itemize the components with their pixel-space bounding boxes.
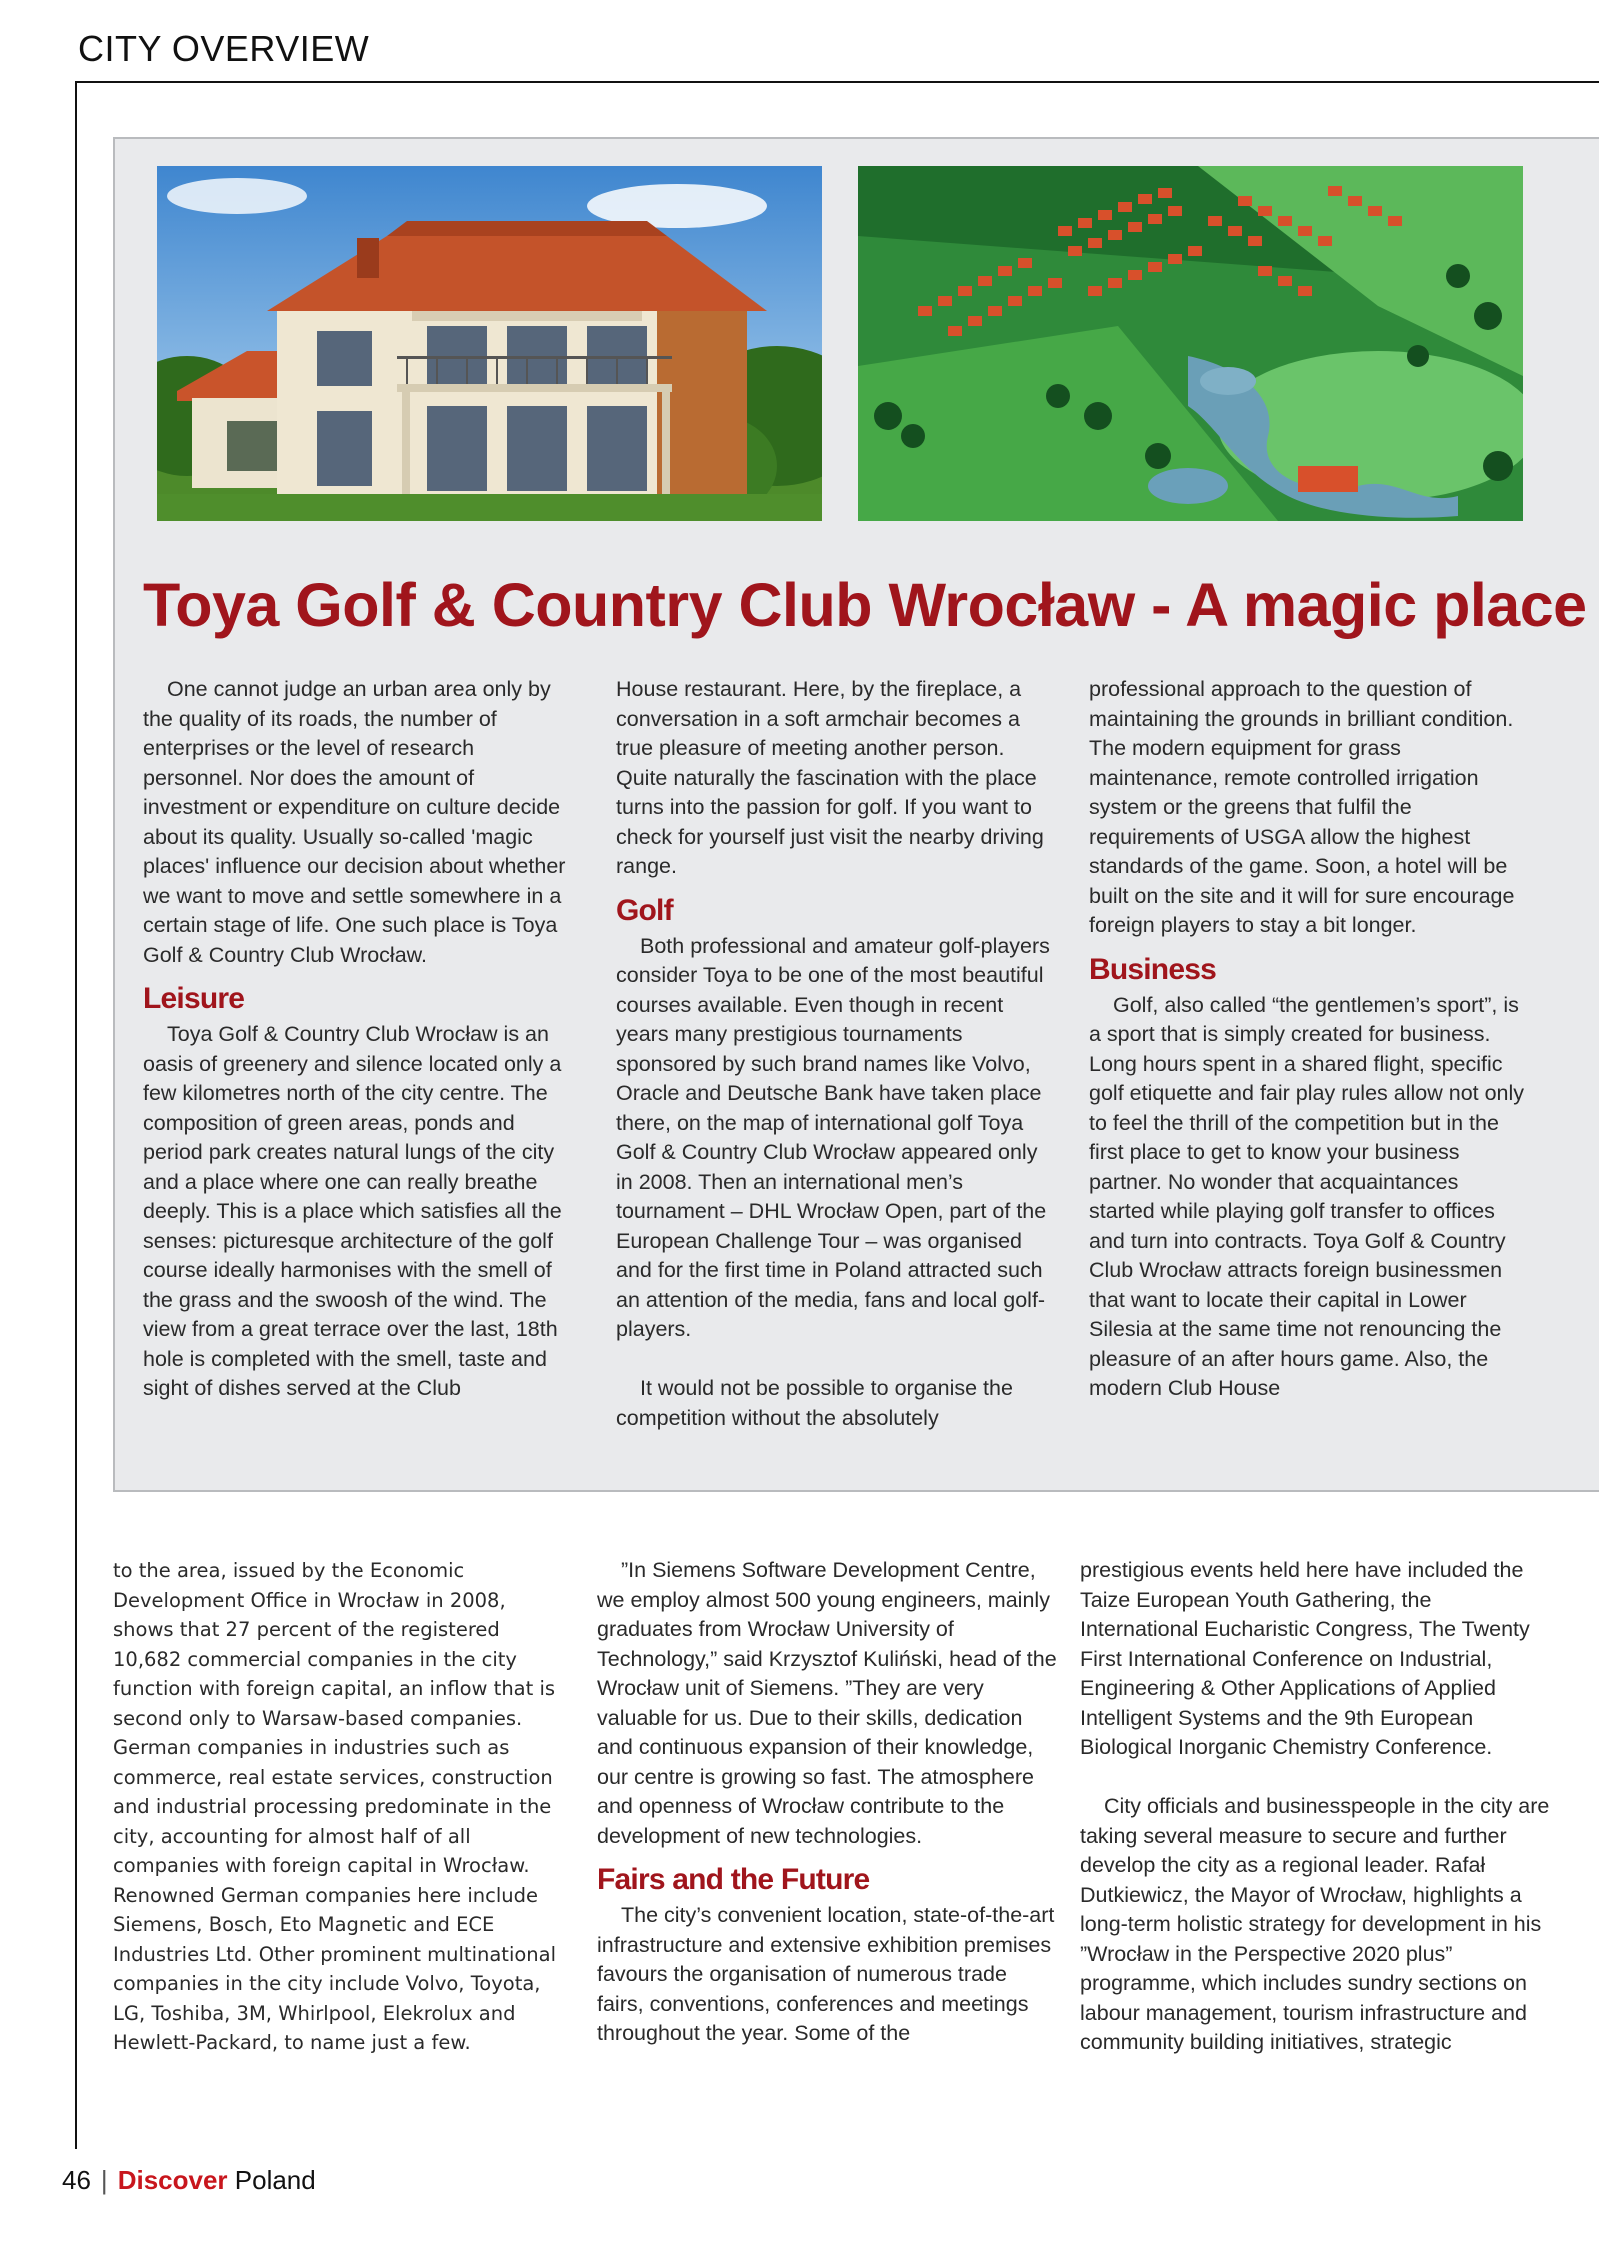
- siemens-quote-paragraph: ”In Siemens Software Development Centre, we employ almost 500 young engineers, mainly graduates from Wrocław University of Technology,” said Krzysztof Kuliński, head of the Wrocław unit of Siemens. ”They are very valuable for us. Due to their skills, dedication and continuous expansion of their knowledge, our centre is growing so fast. The atmosphere and openness of Wrocław contribute to the development of new technologies.: [597, 1558, 1057, 1848]
- officials-paragraph: City officials and businesspeople in the city are taking several measure to secure and further develop the city as a regional leader. Rafał Dutkiewicz, the Mayor of Wrocław, highlights a long-term holistic strategy for development in his ”Wrocław in the Perspective 2020 plus” programme, which includes sundry sections on labour management, tourism infrastructure and community building initiatives, strategic: [1080, 1794, 1550, 2054]
- business-heading: Business: [1089, 952, 1216, 986]
- frame-top-rule: [75, 81, 1599, 83]
- page-footer: [62, 2165, 316, 2196]
- panel-column-3: [1089, 675, 1529, 1404]
- house-photo: [157, 166, 822, 521]
- article-column-1: [113, 1556, 568, 2058]
- page-number: 46: [62, 2165, 91, 2195]
- panel-column-2: [616, 675, 1056, 1433]
- frame-left-rule: [75, 81, 77, 2149]
- golf-heading: Golf: [616, 893, 673, 927]
- business-paragraph: Golf, also called “the gentlemen’s sport”, is a sport that is simply created for business. Long hours spent in a shared flight, specific golf etiquette and fair play rules allow not only to feel the thrill of the competition but in the first place to get to know your business partner. No wonder that acquaintances started while playing golf transfer to offices and turn into contracts. Toya Golf & Country Club Wrocław attracts foreign businessmen that want to locate their capital in Lower Silesia at the same time not renouncing the pleasure of an after hours game. Also, the modern Club House: [1089, 992, 1525, 1400]
- article-column-2: [597, 1556, 1057, 2049]
- magazine-brand: Discover: [117, 2165, 228, 2195]
- article-headline: Toya Golf & Country Club Wrocław - A magic place: [143, 571, 1587, 639]
- panel-column-1: [143, 675, 578, 1404]
- golf-paragraph-2: It would not be possible to organise the competition without the absolutely: [616, 1376, 1013, 1430]
- events-paragraph: prestigious events held here have included the Taize European Youth Gathering, the International Eucharistic Congress, The Twenty First International Conference on Industrial, Engineering & Other Applications of Applied Intelligent Systems and the 9th European Biological Inorganic Chemistry Conference.: [1080, 1558, 1530, 1759]
- restaurant-paragraph: House restaurant. Here, by the fireplace, a conversation in a soft armchair becomes a true pleasure of meeting another person. Quite naturally the fascination with the place turns into the passion for golf. If you want to check for yourself just visit the nearby driving range.: [616, 677, 1044, 878]
- paragraph-gap: [616, 1345, 1056, 1375]
- article-column-3: [1080, 1556, 1550, 2058]
- intro-paragraph: One cannot judge an urban area only by the quality of its roads, the number of enterprises or the level of research personnel. Nor does the amount of investment or expenditure on culture decide about its quality. Usually so-called 'magic places' influence our decision about whether we want to move and settle somewhere in a certain stage of life. One such place is Toya Golf & Country Club Wrocław.: [143, 677, 566, 967]
- golf-paragraph: Both professional and amateur golf-players consider Toya to be one of the most beautiful courses available. Even though in recent years many prestigious tournaments sponsored by such brand names like Volvo, Oracle and Deutsche Bank have taken place there, on the map of international golf Toya Golf & Country Club Wrocław appeared only in 2008. Then an international men’s tournament – DHL Wrocław Open, part of the European Challenge Tour – was organised and for the first time in Poland attracted such an attention of the media, fans and local golf-players.: [616, 933, 1050, 1341]
- leisure-paragraph: Toya Golf & Country Club Wrocław is an oasis of greenery and silence located only a few kilometres north of the city centre. The composition of green areas, ponds and period park creates natural lungs of the city and a place where one can really breathe deeply. This is a place which satisfies all the senses: picturesque architecture of the golf course ideally harmonises with the smell of the grass and the swoosh of the wind. The view from a great terrace over the last, 18th hole is completed with the smell, taste and sight of dishes served at the Club: [143, 1022, 562, 1400]
- footer-separator: |: [100, 2165, 108, 2195]
- fairs-paragraph: The city’s convenient location, state-of-the-art infrastructure and extensive exhibition premises favours the organisation of numerous trade fairs, conventions, conferences and meetings throughout the year. Some of the: [597, 1903, 1055, 2045]
- fairs-heading: Fairs and the Future: [597, 1863, 870, 1896]
- grounds-paragraph: professional approach to the question of maintaining the grounds in brilliant condition. The modern equipment for grass maintenance, remote controlled irrigation system or the greens that fulfil the requirements of USGA allow the highest standards of the game. Soon, a hotel will be built on the site and it will for sure encourage foreign players to stay a bit longer.: [1089, 677, 1515, 937]
- section-title: CITY OVERVIEW: [78, 28, 370, 69]
- leisure-heading: Leisure: [143, 982, 245, 1015]
- golf-course-aerial-photo: [858, 166, 1523, 521]
- magazine-name: Poland: [234, 2165, 316, 2195]
- paragraph-gap: [1080, 1763, 1550, 1793]
- foreign-capital-paragraph: to the area, issued by the Economic Development Office in Wrocław in 2008, shows that 27 percent of the registered 10,682 commercial companies in the city function with foreign capital, an inflow that is second only to Warsaw-based companies. German companies in industries such as commerce, real estate services, construction and industrial processing predominate in the city, accounting for almost half of all companies with foreign capital in Wrocław. Renowned German companies here include Siemens, Bosch, Eto Magnetic and ECE Industries Ltd. Other prominent multinational companies in the city include Volvo, Toyota, LG, Toshiba, 3M, Whirlpool, Elekrolux and Hewlett-Packard, to name just a few.: [113, 1559, 557, 2054]
